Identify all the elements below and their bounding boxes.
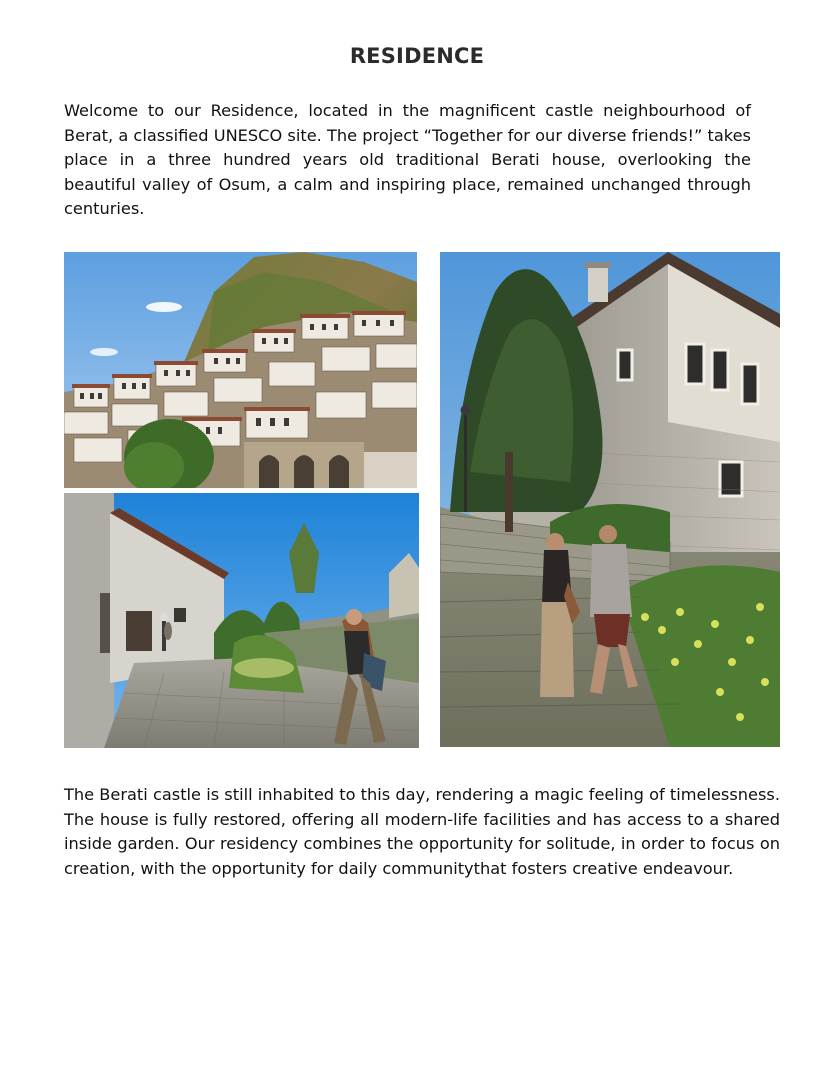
photo-berat-hillside bbox=[64, 252, 417, 488]
photo-stone-house-couple bbox=[440, 252, 780, 747]
closing-paragraph: The Berati castle is still inhabited to this day, rendering a magic feeling of timelessness. The house is fully restored, offering all modern-life facilities and has access to a shared inside garden. Our residency combines the opportunity for solitude, in order to focus on creation, with the opportunity for daily communitythat fosters creative endeavour. bbox=[64, 785, 780, 878]
page-title: RESIDENCE bbox=[349, 44, 485, 68]
photo-stone-alley bbox=[64, 493, 419, 748]
intro-paragraph: Welcome to our Residence, located in the magnificent castle neighbourhood of Berat, a classified UNESCO site. The project “Together for our diverse friends!” takes place in a three hundred years old traditional Berati house, overlooking the beautiful valley of Osum, a calm and inspiring place, remained unchanged through centuries. bbox=[64, 101, 751, 219]
